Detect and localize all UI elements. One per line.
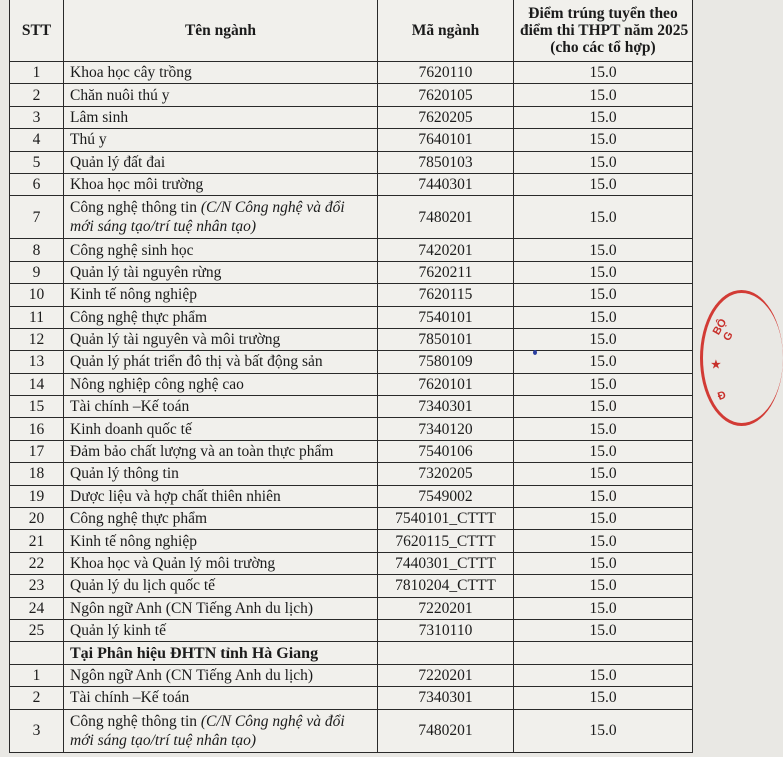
row-admission-score: 15.0 — [514, 396, 693, 418]
row-program-code: 7620105 — [378, 84, 514, 106]
row-program-code: 7640101 — [378, 129, 514, 151]
row-admission-score: 15.0 — [514, 373, 693, 395]
row-stt: 3 — [10, 106, 64, 128]
row-program-name: Quản lý tài nguyên rừng — [64, 261, 378, 283]
row-admission-score: 15.0 — [514, 418, 693, 440]
row-program-code: 7220201 — [378, 664, 514, 686]
header-name: Tên ngành — [64, 0, 378, 62]
row-stt: 4 — [10, 129, 64, 151]
header-code-label: Mã ngành — [411, 21, 480, 39]
section-score-empty — [514, 642, 693, 664]
row-admission-score: 15.0 — [514, 106, 693, 128]
row-program-name: Tài chính –Kế toán — [64, 396, 378, 418]
row-program-code: 7340301 — [378, 687, 514, 709]
row-stt: 10 — [10, 284, 64, 306]
table-row — [10, 396, 693, 418]
table-row — [10, 440, 693, 462]
row-program-code: 7620205 — [378, 106, 514, 128]
table-header-row — [10, 0, 693, 62]
table-row — [10, 597, 693, 619]
table-row — [10, 151, 693, 173]
row-program-code: 7540101 — [378, 306, 514, 328]
row-program-name: Quản lý đất đai — [64, 151, 378, 173]
row-stt: 6 — [10, 173, 64, 195]
row-program-name: Kinh tế nông nghiệp — [64, 530, 378, 552]
section-header-row — [10, 642, 693, 664]
row-program-code: 7540106 — [378, 440, 514, 462]
program-name-text: Công nghệ thông tin — [70, 712, 198, 730]
row-program-code: 7440301_CTTT — [378, 552, 514, 574]
row-program-name — [64, 709, 378, 752]
row-program-name: Chăn nuôi thú y — [64, 84, 378, 106]
row-admission-score: 15.0 — [514, 485, 693, 507]
row-program-code: 7620115 — [378, 284, 514, 306]
row-admission-score: 15.0 — [514, 687, 693, 709]
program-specialization-text: (C/N Công nghệ và đổi mới sáng tạo/trí tuệ nhân tạo) — [70, 199, 345, 236]
row-program-name: Quản lý kinh tế — [64, 619, 378, 641]
table-row — [10, 664, 693, 686]
row-program-code: 7310110 — [378, 619, 514, 641]
row-admission-score: 15.0 — [514, 508, 693, 530]
row-stt: 2 — [10, 84, 64, 106]
row-admission-score: 15.0 — [514, 196, 693, 239]
row-admission-score: 15.0 — [514, 328, 693, 350]
table-row — [10, 508, 693, 530]
row-program-name: Quản lý tài nguyên và môi trường — [64, 328, 378, 350]
row-program-name: Ngôn ngữ Anh (CN Tiếng Anh du lịch) — [64, 664, 378, 686]
row-admission-score: 15.0 — [514, 709, 693, 752]
table-row — [10, 552, 693, 574]
row-admission-score: 15.0 — [514, 239, 693, 261]
row-program-code: 7220201 — [378, 597, 514, 619]
row-admission-score: 15.0 — [514, 62, 693, 84]
row-stt: 23 — [10, 575, 64, 597]
row-admission-score: 15.0 — [514, 129, 693, 151]
admission-scores-table — [9, 0, 693, 753]
row-program-name: Kinh doanh quốc tế — [64, 418, 378, 440]
row-program-name: Quản lý phát triển đô thị và bất động sản — [64, 351, 378, 373]
row-admission-score: 15.0 — [514, 463, 693, 485]
header-score-line2: điểm thi THPT năm 2025 — [520, 21, 689, 39]
row-program-code: 7480201 — [378, 196, 514, 239]
table-row — [10, 129, 693, 151]
table-row — [10, 418, 693, 440]
row-stt: 19 — [10, 485, 64, 507]
table-row — [10, 351, 693, 373]
row-stt: 13 — [10, 351, 64, 373]
row-program-code: 7850103 — [378, 151, 514, 173]
row-program-code: 7620115_CTTT — [378, 530, 514, 552]
header-score-line3: (cho các tổ hợp) — [550, 38, 656, 56]
table-row — [10, 84, 693, 106]
row-stt: 3 — [10, 709, 64, 752]
row-stt: 1 — [10, 664, 64, 686]
row-program-code: 7620110 — [378, 62, 514, 84]
table-row — [10, 709, 693, 752]
row-admission-score: 15.0 — [514, 261, 693, 283]
row-stt: 14 — [10, 373, 64, 395]
table-row — [10, 485, 693, 507]
row-admission-score: 15.0 — [514, 619, 693, 641]
row-program-name: Khoa học và Quản lý môi trường — [64, 552, 378, 574]
row-program-code: 7620211 — [378, 261, 514, 283]
table-row — [10, 196, 693, 239]
stamp-text-top: BỘ G — [710, 316, 736, 344]
stamp-text-bottom: Đ — [716, 389, 728, 403]
program-name-text: Công nghệ thông tin — [70, 199, 198, 217]
row-stt: 25 — [10, 619, 64, 641]
table-row — [10, 328, 693, 350]
stamp-star: ★ — [711, 359, 721, 371]
row-admission-score: 15.0 — [514, 284, 693, 306]
row-program-code: 7320205 — [378, 463, 514, 485]
table-row — [10, 239, 693, 261]
row-program-name: Thú y — [64, 129, 378, 151]
row-stt: 5 — [10, 151, 64, 173]
row-program-code: 7810204_CTTT — [378, 575, 514, 597]
row-stt: 22 — [10, 552, 64, 574]
row-stt: 24 — [10, 597, 64, 619]
table-row — [10, 463, 693, 485]
row-stt: 17 — [10, 440, 64, 462]
row-program-code: 7850101 — [378, 328, 514, 350]
row-admission-score: 15.0 — [514, 552, 693, 574]
row-admission-score: 15.0 — [514, 84, 693, 106]
row-program-code: 7580109 — [378, 351, 514, 373]
row-program-name: Khoa học cây trồng — [64, 62, 378, 84]
row-admission-score: 15.0 — [514, 306, 693, 328]
row-program-name: Công nghệ sinh học — [64, 239, 378, 261]
section-code-empty — [378, 642, 514, 664]
row-admission-score: 15.0 — [514, 597, 693, 619]
row-program-code: 7620101 — [378, 373, 514, 395]
row-program-name: Quản lý du lịch quốc tế — [64, 575, 378, 597]
row-admission-score: 15.0 — [514, 351, 693, 373]
table-row — [10, 106, 693, 128]
header-stt: STT — [10, 0, 64, 62]
ink-dot — [533, 350, 537, 355]
table-row — [10, 530, 693, 552]
row-program-name: Ngôn ngữ Anh (CN Tiếng Anh du lịch) — [64, 597, 378, 619]
row-program-code: 7440301 — [378, 173, 514, 195]
row-stt: 16 — [10, 418, 64, 440]
row-admission-score: 15.0 — [514, 151, 693, 173]
row-stt: 15 — [10, 396, 64, 418]
row-stt: 18 — [10, 463, 64, 485]
row-stt: 11 — [10, 306, 64, 328]
table-row — [10, 619, 693, 641]
row-admission-score: 15.0 — [514, 664, 693, 686]
row-stt: 12 — [10, 328, 64, 350]
table-row — [10, 284, 693, 306]
row-program-name: Khoa học môi trường — [64, 173, 378, 195]
table-body — [10, 62, 693, 753]
row-admission-score: 15.0 — [514, 173, 693, 195]
header-score — [514, 0, 693, 62]
row-admission-score: 15.0 — [514, 440, 693, 462]
row-stt: 1 — [10, 62, 64, 84]
table-row — [10, 173, 693, 195]
section-stt-empty — [10, 642, 64, 664]
row-stt: 2 — [10, 687, 64, 709]
row-stt: 9 — [10, 261, 64, 283]
table-row — [10, 687, 693, 709]
row-program-code: 7540101_CTTT — [378, 508, 514, 530]
section-title: Tại Phân hiệu ĐHTN tỉnh Hà Giang — [64, 642, 378, 664]
row-program-name: Công nghệ thực phẩm — [64, 306, 378, 328]
row-program-name: Đảm bảo chất lượng và an toàn thực phẩm — [64, 440, 378, 462]
row-program-name: Lâm sinh — [64, 106, 378, 128]
row-program-code: 7420201 — [378, 239, 514, 261]
table-row — [10, 62, 693, 84]
row-program-code: 7549002 — [378, 485, 514, 507]
row-program-name: Công nghệ thực phẩm — [64, 508, 378, 530]
row-program-name: Tài chính –Kế toán — [64, 687, 378, 709]
table-row — [10, 373, 693, 395]
row-stt: 7 — [10, 196, 64, 239]
row-program-name: Dược liệu và hợp chất thiên nhiên — [64, 485, 378, 507]
row-program-name: Quản lý thông tin — [64, 463, 378, 485]
row-program-name — [64, 196, 378, 239]
row-admission-score: 15.0 — [514, 530, 693, 552]
row-stt: 21 — [10, 530, 64, 552]
table-row — [10, 575, 693, 597]
table-row — [10, 306, 693, 328]
table-row — [10, 261, 693, 283]
row-admission-score: 15.0 — [514, 575, 693, 597]
row-program-name: Nông nghiệp công nghệ cao — [64, 373, 378, 395]
header-score-line1: Điểm trúng tuyển theo — [528, 4, 678, 22]
row-program-name: Kinh tế nông nghiệp — [64, 284, 378, 306]
header-code — [378, 0, 514, 62]
row-stt: 8 — [10, 239, 64, 261]
row-program-code: 7480201 — [378, 709, 514, 752]
row-stt: 20 — [10, 508, 64, 530]
row-program-code: 7340120 — [378, 418, 514, 440]
row-program-code: 7340301 — [378, 396, 514, 418]
program-specialization-text: (C/N Công nghệ và đổi mới sáng tạo/trí tuệ nhân tạo) — [70, 712, 345, 749]
